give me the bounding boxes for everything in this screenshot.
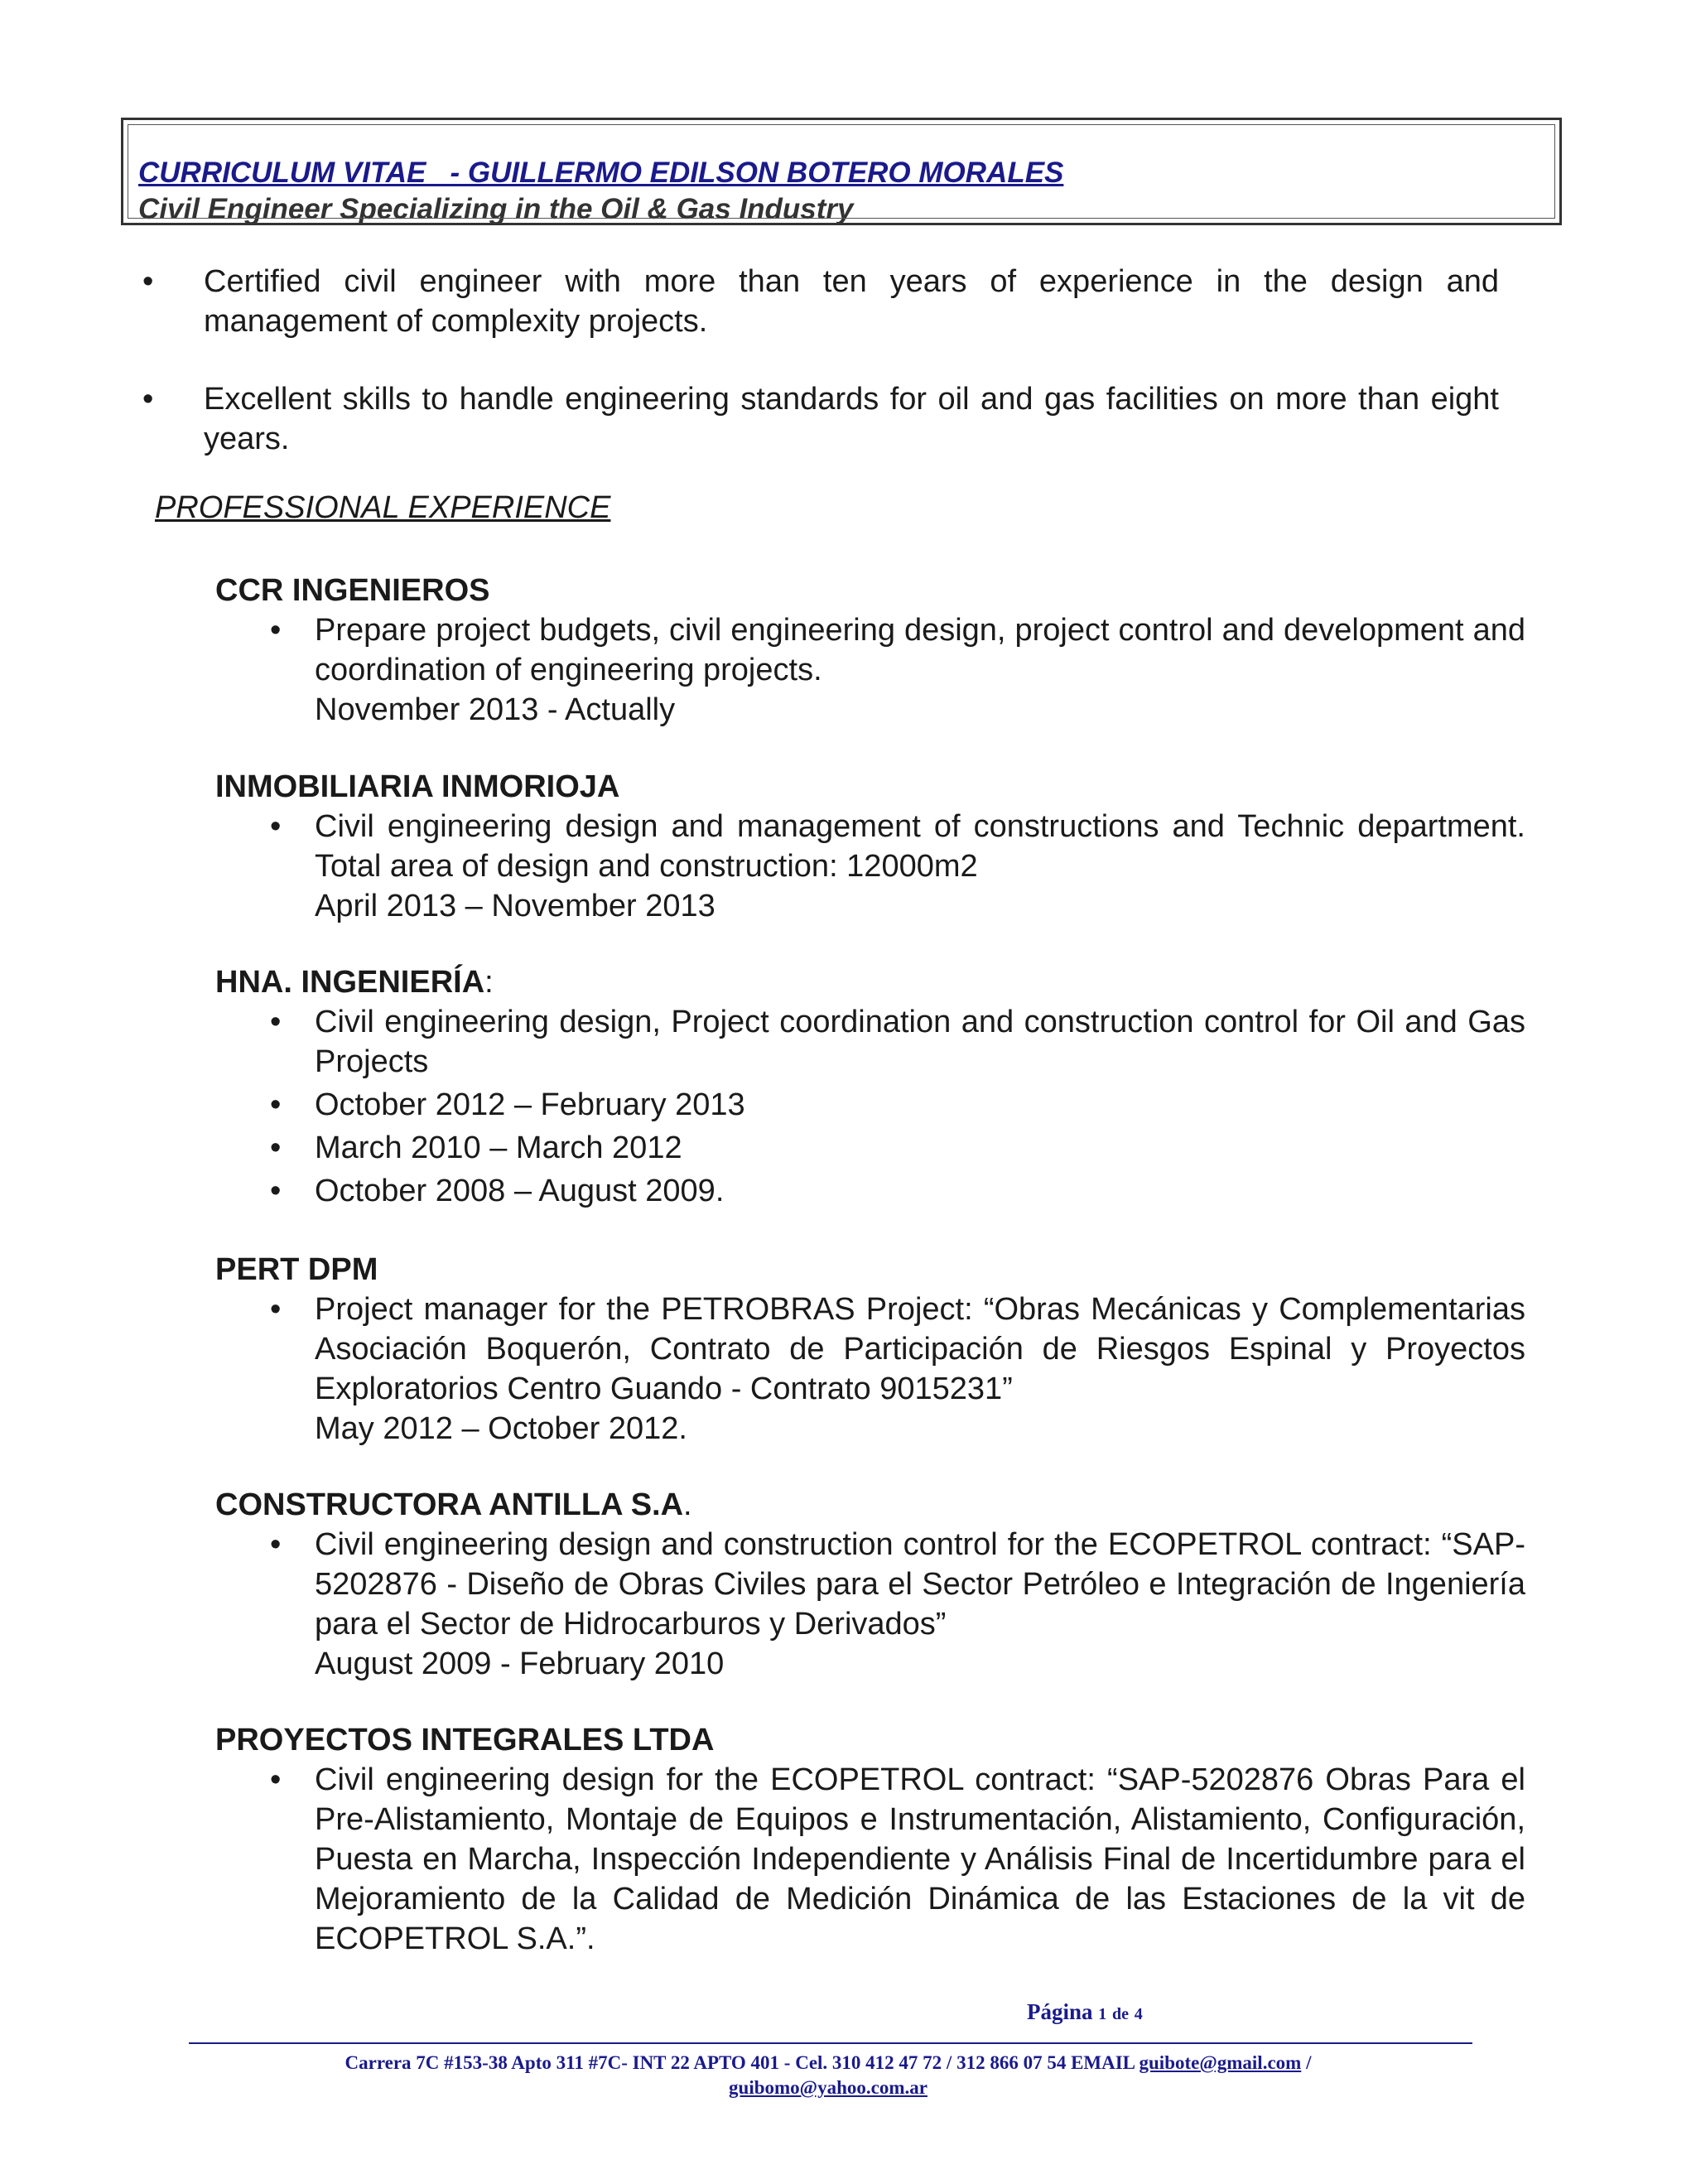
list-item xyxy=(215,807,1525,926)
company-name-text: PERT DPM xyxy=(215,1252,378,1287)
bullet-icon: • xyxy=(142,264,154,299)
company-entries xyxy=(215,807,1525,926)
summary-text: Certified civil engineer with more than ten years of experience in the design and management of complexity projects. xyxy=(204,264,1499,339)
section-heading: PROFESSIONAL EXPERIENCE xyxy=(155,490,611,525)
company-description: Civil engineering design and management of constructions and Technic department. Total area of design and construction: 12000m2 xyxy=(315,809,1525,884)
company-name xyxy=(215,1485,1525,1525)
page-current: 1 xyxy=(1098,2005,1107,2023)
footer-divider xyxy=(189,2042,1472,2044)
footer-address: Carrera 7C #153-38 Apto 311 #7C- INT 22 APTO 401 - Cel. 310 412 47 72 / 312 866 07 54 EMAIL xyxy=(344,2052,1140,2073)
company-constructora-antilla xyxy=(215,1485,1525,1684)
summary-item xyxy=(142,262,1499,341)
company-name xyxy=(215,767,1525,807)
summary-list xyxy=(142,379,1499,459)
company-period: November 2013 - Actually xyxy=(315,692,676,727)
bullet-icon: • xyxy=(270,1292,282,1327)
company-description: Project manager for the PETROBRAS Project: “Obras Mecánicas y Complementarias Asociación Boquerón, Contrato de Participación de Riesgos Espinal y Proyectos Exploratorios Centro Guando - Contrato 9015231” xyxy=(315,1292,1525,1406)
company-entries xyxy=(215,1002,1525,1211)
list-item xyxy=(215,1171,1525,1211)
cv-subtitle: Civil Engineer Specializing in the Oil & Gas Industry xyxy=(138,193,854,225)
company-ccr-ingenieros xyxy=(215,571,1525,730)
bullet-icon: • xyxy=(270,613,282,648)
bullet-icon: • xyxy=(270,1527,282,1562)
company-entries xyxy=(215,1290,1525,1449)
company-pert-dpm xyxy=(215,1250,1525,1449)
company-name-text: INMOBILIARIA INMORIOJA xyxy=(215,769,620,804)
company-name xyxy=(215,1250,1525,1290)
summary-text: Excellent skills to handle engineering standards for oil and gas facilities on more than eight years. xyxy=(204,382,1499,456)
company-period: October 2012 – February 2013 xyxy=(315,1087,745,1122)
company-description: Civil engineering design, Project coordination and construction control for Oil and Gas Projects xyxy=(315,1005,1525,1079)
bullet-icon: • xyxy=(270,1174,282,1208)
bullet-icon: • xyxy=(270,1087,282,1122)
company-name-text: CCR INGENIEROS xyxy=(215,573,490,608)
list-item xyxy=(215,1760,1525,1959)
company-name-text: CONSTRUCTORA ANTILLA S.A xyxy=(215,1487,684,1522)
company-description: Prepare project budgets, civil engineering design, project control and development and coordination of engineering projects. xyxy=(315,613,1525,687)
company-name xyxy=(215,962,1525,1002)
email-link-yahoo[interactable]: guibomo@yahoo.com.ar xyxy=(729,2077,928,2098)
list-item xyxy=(215,1290,1525,1449)
company-hna-ingenieria xyxy=(215,962,1525,1211)
list-item xyxy=(215,1525,1525,1684)
company-name-text: PROYECTOS INTEGRALES LTDA xyxy=(215,1723,715,1757)
company-name-suffix: . xyxy=(683,1487,692,1522)
cv-title: CURRICULUM VITAE - GUILLERMO EDILSON BOTERO MORALES xyxy=(138,157,1064,189)
list-item xyxy=(215,1128,1525,1168)
header-box xyxy=(121,118,1562,225)
bullet-icon: • xyxy=(142,382,154,417)
company-entries xyxy=(215,1525,1525,1684)
company-period: October 2008 – August 2009. xyxy=(315,1174,725,1208)
company-name-text: HNA. INGENIERÍA xyxy=(215,965,485,1000)
company-period: August 2009 - February 2010 xyxy=(315,1646,725,1681)
list-item xyxy=(215,1085,1525,1125)
company-proyectos-integrales xyxy=(215,1720,1525,1959)
summary-list xyxy=(142,262,1499,341)
company-name-suffix: : xyxy=(484,965,494,1000)
company-entries xyxy=(215,1760,1525,1959)
page-number xyxy=(1027,1999,1143,2025)
footer-contact xyxy=(166,2051,1491,2100)
page-label: Página xyxy=(1027,1999,1093,2024)
bullet-icon: • xyxy=(270,1005,282,1039)
bullet-icon: • xyxy=(270,1131,282,1165)
company-name xyxy=(215,1720,1525,1760)
bullet-icon: • xyxy=(270,1762,282,1797)
company-entries xyxy=(215,610,1525,730)
list-item xyxy=(215,1002,1525,1082)
company-period: March 2010 – March 2012 xyxy=(315,1131,682,1165)
footer-separator: / xyxy=(1301,2052,1312,2073)
company-inmobiliaria-inmorioja xyxy=(215,767,1525,926)
summary-item xyxy=(142,379,1499,459)
email-link-gmail[interactable]: guibote@gmail.com xyxy=(1139,2052,1302,2073)
bullet-icon: • xyxy=(270,809,282,844)
list-item xyxy=(215,610,1525,730)
page-total: 4 xyxy=(1134,2005,1143,2023)
company-period: April 2013 – November 2013 xyxy=(315,889,716,923)
company-period: May 2012 – October 2012. xyxy=(315,1411,687,1446)
company-description: Civil engineering design for the ECOPETROL contract: “SAP-5202876 Obras Para el Pre-Alistamiento, Montaje de Equipos e Instrumentación, Alistamiento, Configuración, Puesta en Marcha, Inspección Independiente y Análisis Final de Incertidumbre para el Mejoramiento de la Calidad de Medición Dinámica de las Estaciones de la vit de ECOPETROL S.A.”. xyxy=(315,1762,1525,1956)
page-of: de xyxy=(1112,2005,1130,2023)
company-description: Civil engineering design and construction control for the ECOPETROL contract: “SAP-5202876 - Diseño de Obras Civiles para el Sector Petróleo e Integración de Ingeniería para el Sector de Hidrocarburos y Derivados” xyxy=(315,1527,1525,1642)
company-name xyxy=(215,571,1525,610)
